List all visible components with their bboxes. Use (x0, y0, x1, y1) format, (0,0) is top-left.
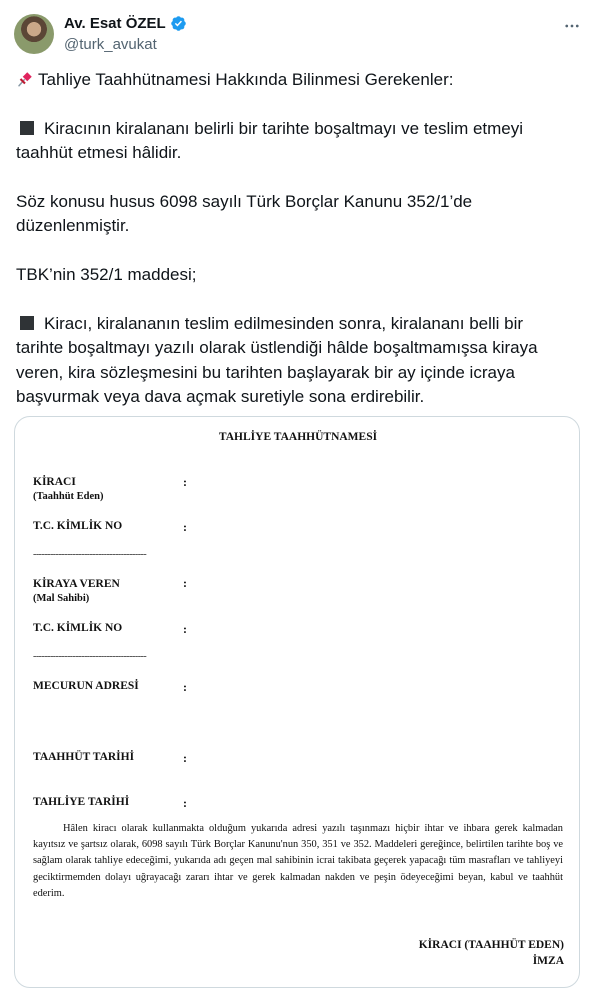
tweet-header (14, 12, 586, 56)
avatar[interactable] (14, 14, 54, 54)
tweet-text (16, 68, 584, 410)
tweet-line (16, 117, 584, 141)
display-name[interactable]: Av. Esat ÖZEL (64, 15, 166, 32)
more-button[interactable] (562, 16, 582, 36)
colon: : (183, 520, 187, 534)
verified-badge-icon (170, 15, 187, 32)
colon: : (183, 796, 187, 810)
signature-label: KİRACI (TAAHHÜT EDEN) (418, 939, 564, 951)
colon: : (183, 475, 187, 489)
tweet-line: TBK’nin 352/1 maddesi; (16, 265, 197, 285)
signature-imza: İMZA (532, 955, 564, 967)
tahliye-tarihi-label: TAHLİYE TARİHİ (33, 796, 130, 808)
colon: : (183, 576, 187, 590)
tweet-line: taahhüt etmesi hâlidir. (16, 143, 182, 163)
tweet-heading: Tahliye Taahhütnamesi Hakkında Bilinmesi Gerekenler: (38, 70, 454, 89)
kiraya-veren-label: KİRAYA VEREN (33, 578, 120, 590)
kiraya-veren-sub-label: (Mal Sahibi) (33, 593, 90, 604)
taahhut-tarihi-label: TAAHHÜT TARİHİ (33, 751, 135, 763)
separator-line: ---------------------------------------- (33, 549, 147, 560)
tweet-line (16, 68, 584, 92)
black-square-icon (20, 316, 34, 330)
tahliye-document (15, 417, 580, 988)
handle[interactable]: @turk_avukat (64, 36, 157, 53)
tweet-line: Söz konusu husus 6098 sayılı Türk Borçlar Kanunu 352/1’de (16, 192, 473, 211)
tweet-text-span: Kiracı, kiralananın teslim edilmesinden sonra, kiralananı belli bir (44, 314, 524, 333)
media-image[interactable] (14, 416, 580, 988)
separator-line: ---------------------------------------- (33, 651, 147, 662)
kiraci-label: KİRACI (33, 476, 76, 488)
tweet-line: başvurmak veya dava açmak suretiyle sona erdirebilir. (16, 387, 425, 407)
document-paragraph: Hâlen kiracı olarak kullanmakta olduğum yukarıda adresi yazılı taşınmazı hiçbir ihtar ve ihbara gerek kalmadan kayıtsız ve şartsız olarak, 6098 sayılı Türk Borçlar Kanunu'nun 350, 351 ve 352. Maddeleri gereğince, belirtilen tarihte boş ve sağlam olarak tahliye edeceğimi, yukarıda adı geçen mal sahibinin icrai takibata geçerek yapacağı tüm masrafları ve tahliyeyi geciktirmemden dolayı uğrayacağı zararı ihtar ve gerek kalmadan nakden ve peşin ödeyeceğimi beyan, kabul ve taahhüt ederim. (33, 823, 563, 899)
pushpin-icon (16, 70, 34, 88)
tweet-line (16, 312, 584, 336)
tc-kimlik-label: T.C. KİMLİK NO (33, 520, 123, 532)
tc-kimlik-label: T.C. KİMLİK NO (33, 622, 123, 634)
tweet-text-span: Kiracının kiralananı belirli bir tarihte boşaltmayı ve teslim etmeyi (44, 118, 524, 138)
kiraci-sub-label: (Taahhüt Eden) (33, 491, 104, 502)
mecur-adresi-label: MECURUN ADRESİ (33, 680, 139, 692)
tweet-line: düzenlenmiştir. (16, 216, 130, 236)
colon: : (183, 751, 187, 765)
tweet-line: veren, kira sözleşmesini bu tarihten başlayarak bir ay içinde icraya (16, 362, 515, 382)
document-title: TAHLİYE TAAHHÜTNAMESİ (218, 431, 378, 443)
tweet-line: tarihte boşaltmayı yazılı olarak üstlendiği hâlde boşaltmamışsa kiraya (16, 338, 538, 358)
black-square-icon (20, 121, 34, 135)
more-icon (563, 17, 581, 35)
colon: : (183, 622, 187, 636)
colon: : (183, 680, 187, 694)
author-name-row (64, 15, 187, 32)
